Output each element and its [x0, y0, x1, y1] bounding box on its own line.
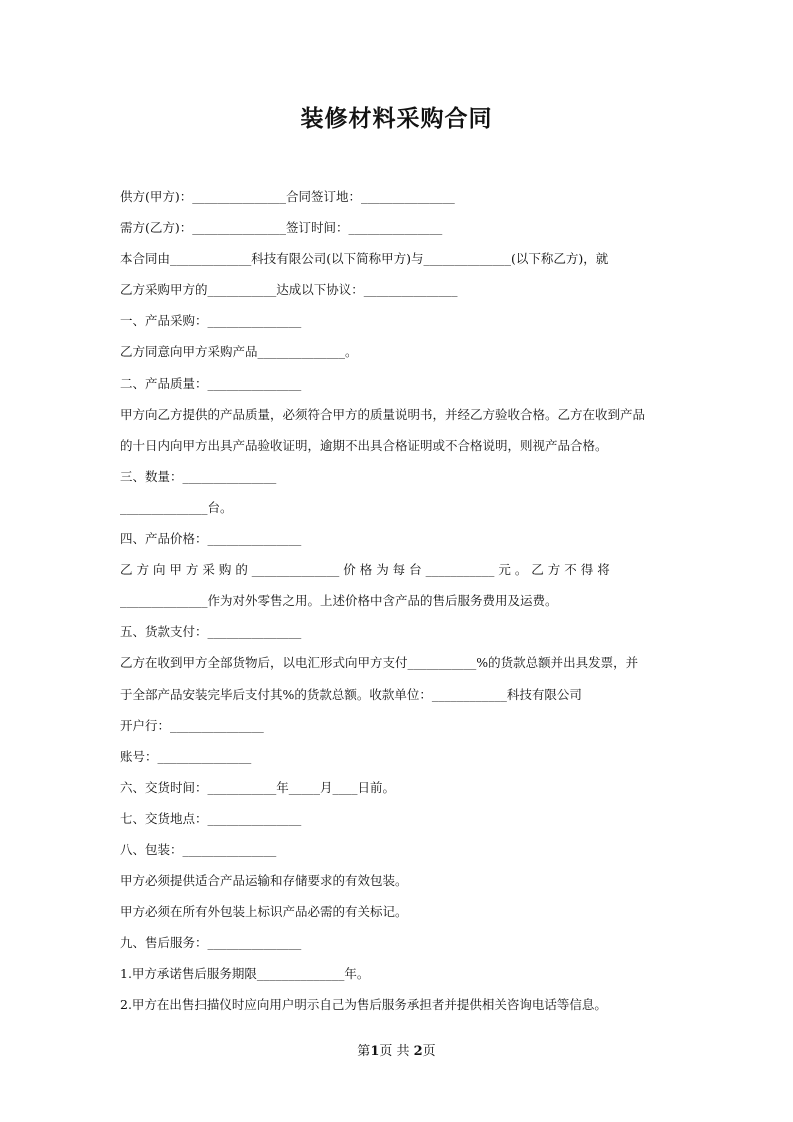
section-4-text-2: ______________作为对外零售之用。上述价格中含产品的售后服务费用及运费。 — [120, 593, 558, 609]
document-title: 装修材料采购合同 — [300, 105, 493, 132]
footer-total-pages: 2 — [413, 1044, 423, 1059]
section-8-text-1: 甲方必须提供适合产品运输和存储要求的有效包装。 — [120, 873, 408, 889]
section-4-heading: 四、产品价格：_______________ — [120, 531, 302, 547]
party-a-line: 供方(甲方)：_______________合同签订地：_______________ — [120, 189, 455, 204]
page-footer — [0, 1040, 793, 1059]
party-b-line: 需方(乙方)：_______________签订时间：_______________ — [120, 220, 443, 236]
section-1-heading: 一、产品采购：_______________ — [120, 313, 302, 329]
section-8-text-2: 甲方必须在所有外包装上标识产品必需的有关标记。 — [120, 904, 408, 920]
footer-prefix: 第 — [357, 1044, 371, 1059]
footer-middle: 页 共 — [379, 1044, 414, 1059]
account-line: 账号：_______________ — [120, 748, 252, 764]
intro-line-2: 乙方采购甲方的___________达成以下协议：_______________ — [120, 282, 458, 298]
section-8-heading: 八、包装：_______________ — [120, 841, 277, 857]
section-9-item-1: 1.甲方承诺售后服务期限______________年。 — [120, 966, 370, 982]
section-2-text-2: 的十日内向甲方出具产品验收证明，逾期不出具合格证明或不合格说明，则视产品合格。 — [120, 437, 608, 453]
section-2-heading: 二、产品质量：_______________ — [120, 375, 302, 391]
section-5-text-1: 乙方在收到甲方全部货物后，以电汇形式向甲方支付___________%的货款总额并出具发票，并 — [120, 655, 639, 671]
section-3-text: ______________台。 — [120, 499, 233, 515]
footer-suffix: 页 — [422, 1044, 436, 1059]
section-1-text: 乙方同意向甲方采购产品______________。 — [120, 344, 358, 360]
section-7-heading: 七、交货地点：_______________ — [120, 810, 302, 826]
section-9-heading: 九、售后服务：_______________ — [120, 935, 302, 951]
document-body — [120, 181, 676, 1021]
section-2-text-1: 甲方向乙方提供的产品质量，必须符合甲方的质量说明书，并经乙方验收合格。乙方在收到产品 — [120, 406, 646, 422]
intro-line-1: 本合同由_____________科技有限公司(以下简称甲方)与______________(以下称乙方)，就 — [120, 251, 609, 267]
section-5-heading: 五、货款支付：_______________ — [120, 624, 302, 640]
footer-page-number: 1 — [370, 1044, 380, 1059]
bank-line: 开户行：_______________ — [120, 717, 264, 733]
section-5-text-2: 于全部产品安装完毕后支付其%的货款总额。收款单位：____________科技有限公司 — [120, 686, 582, 702]
section-3-heading: 三、数量：_______________ — [120, 468, 277, 484]
section-9-item-2: 2.甲方在出售扫描仪时应向用户明示自己为售后服务承担者并提供相关咨询电话等信息。 — [120, 997, 607, 1013]
section-4-text-1: 乙 方 向 甲 方 采 购 的 ______________ 价 格 为 每 台 ___________ 元 。 乙 方 不 得 将 — [120, 562, 610, 578]
section-6-heading: 六、交货时间：___________年_____月____日前。 — [120, 779, 396, 795]
